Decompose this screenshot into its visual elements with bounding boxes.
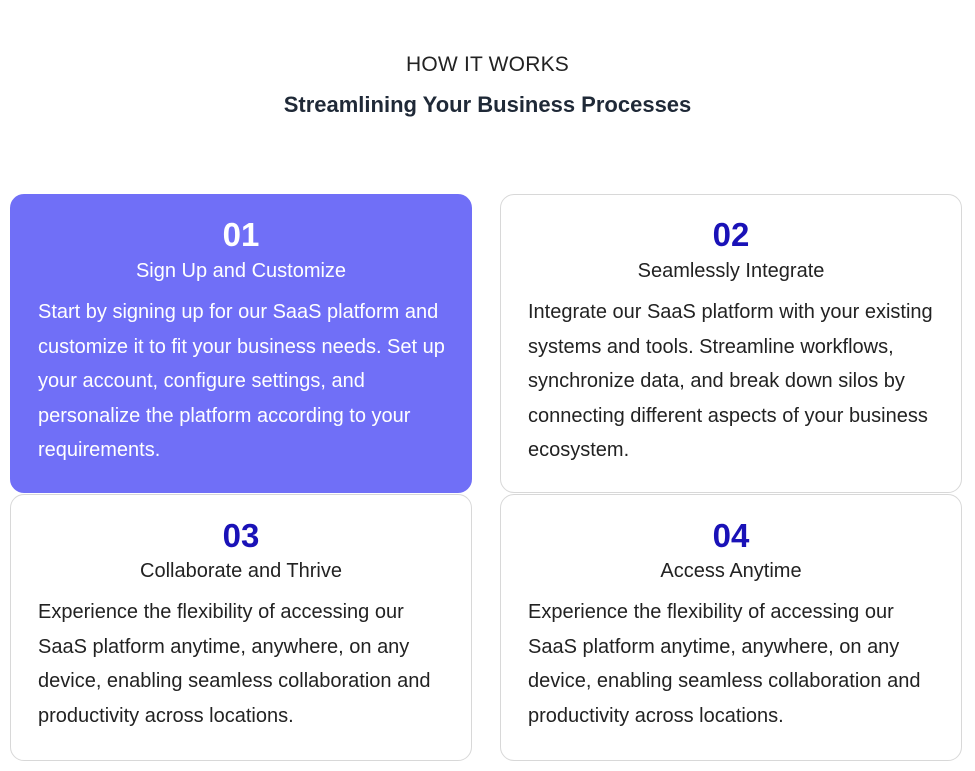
step-title: Collaborate and Thrive — [140, 560, 342, 582]
step-number: 01 — [222, 216, 260, 253]
step-title: Seamlessly Integrate — [637, 260, 825, 282]
step-title: Access Anytime — [660, 560, 802, 582]
step-title: Sign Up and Customize — [135, 260, 347, 282]
step-number: 04 — [712, 517, 750, 554]
step-description: Experience the flexibility of accessing our SaaS platform anytime, anywhere, on any device, enabling seamless collaboration and productivity across locations. — [528, 601, 921, 727]
step-number: 02 — [712, 216, 750, 253]
section-eyebrow: HOW IT WORKS — [405, 53, 569, 76]
step-description: Start by signing up for our SaaS platform and customize it to fit your business needs. Set up your account, configure settings, and personalize the platform according to your requirements. — [38, 301, 445, 461]
step-card-4[interactable] — [500, 494, 962, 761]
section-title: Streamlining Your Business Processes — [283, 92, 692, 117]
step-card-3[interactable] — [10, 494, 472, 761]
step-card-2[interactable] — [500, 194, 962, 493]
step-description: Integrate our SaaS platform with your existing systems and tools. Streamline workflows, synchronize data, and break down silos by connecting different aspects of your business ecosystem. — [528, 301, 933, 461]
step-number: 03 — [222, 517, 260, 554]
step-description: Experience the flexibility of accessing our SaaS platform anytime, anywhere, on any device, enabling seamless collaboration and productivity across locations. — [38, 601, 431, 727]
step-card-1[interactable] — [10, 194, 472, 493]
